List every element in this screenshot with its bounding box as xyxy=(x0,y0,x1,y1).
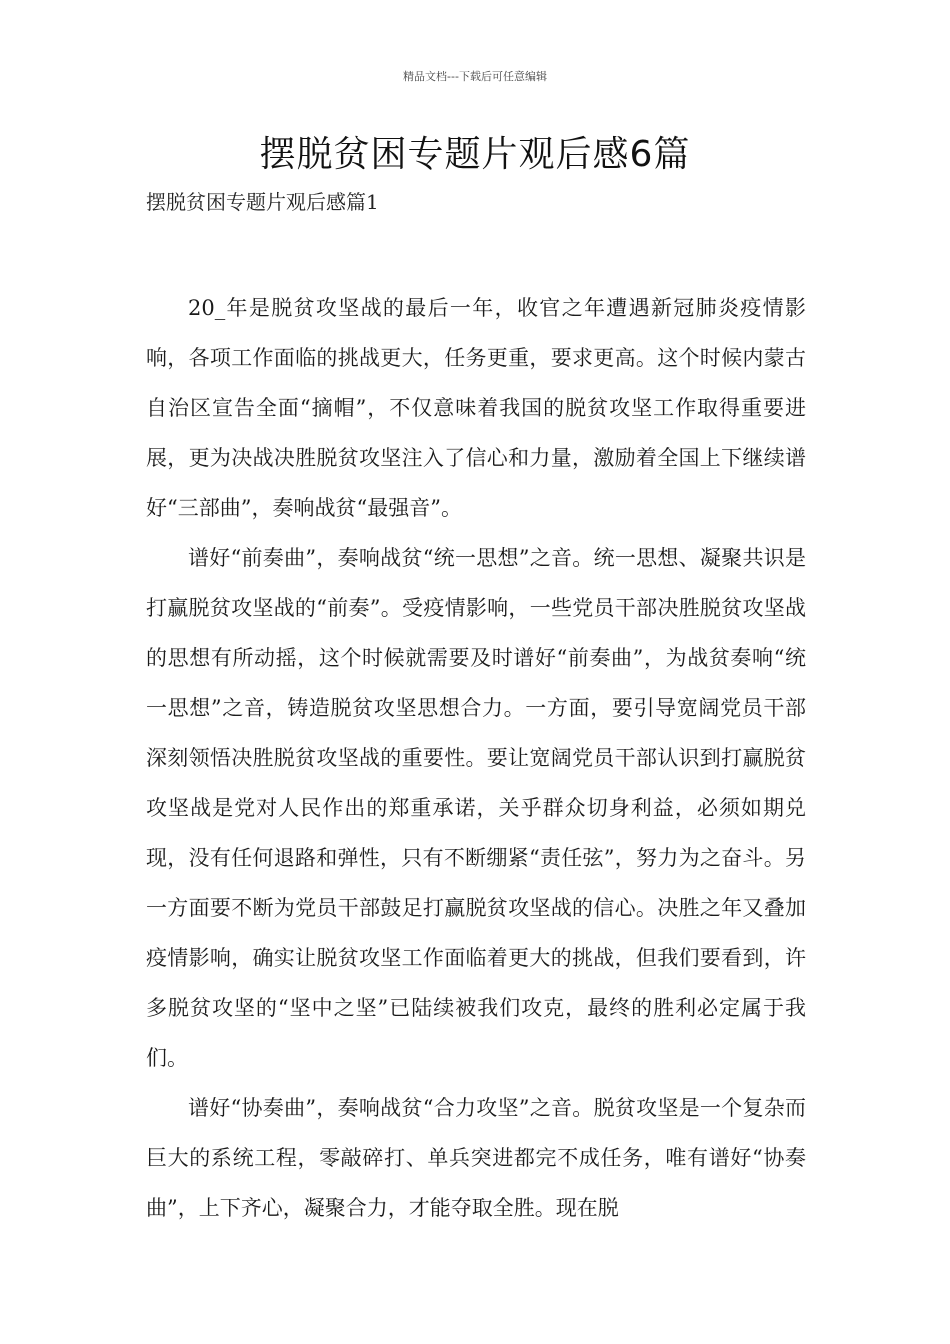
header-note: 精品文档---下载后可任意编辑 xyxy=(403,70,547,83)
document-title: 摆脱贫困专题片观后感6篇 xyxy=(259,134,691,175)
paragraph-1: 20_年是脱贫攻坚战的最后一年，收官之年遭遇新冠肺炎疫情影响，各项工作面临的挑战更大，任务更重，要求更高。这个时候内蒙古自治区宣告全面“摘帽”，不仅意味着我国的脱贫攻坚工作取得重要进展，更为决战决胜脱贫攻坚注入了信心和力量，激励着全国上下继续谱好“三部曲”，奏响战贫“最强音”。 xyxy=(146,296,806,520)
document-body xyxy=(146,283,806,1233)
document-subtitle: 摆脱贫困专题片观后感篇1 xyxy=(146,190,379,214)
paragraph-3: 谱好“协奏曲”，奏响战贫“合力攻坚”之音。脱贫攻坚是一个复杂而巨大的系统工程，零敲碎打、单兵突进都完不成任务，唯有谱好“协奏曲”，上下齐心，凝聚合力，才能夺取全胜。现在脱 xyxy=(146,1096,806,1220)
paragraph-2: 谱好“前奏曲”，奏响战贫“统一思想”之音。统一思想、凝聚共识是打赢脱贫攻坚战的“前奏”。受疫情影响，一些党员干部决胜脱贫攻坚战的思想有所动摇，这个时候就需要及时谱好“前奏曲”，为战贫奏响“统一思想”之音，铸造脱贫攻坚思想合力。一方面，要引导宽阔党员干部深刻领悟决胜脱贫攻坚战的重要性。要让宽阔党员干部认识到打赢脱贫攻坚战是党对人民作出的郑重承诺，关乎群众切身利益，必须如期兑现，没有任何退路和弹性，只有不断绷紧“责任弦”，努力为之奋斗。另一方面要不断为党员干部鼓足打赢脱贫攻坚战的信心。决胜之年又叠加疫情影响，确实让脱贫攻坚工作面临着更大的挑战，但我们要看到，许多脱贫攻坚的“坚中之坚”已陆续被我们攻克，最终的胜利必定属于我们。 xyxy=(146,546,806,1070)
